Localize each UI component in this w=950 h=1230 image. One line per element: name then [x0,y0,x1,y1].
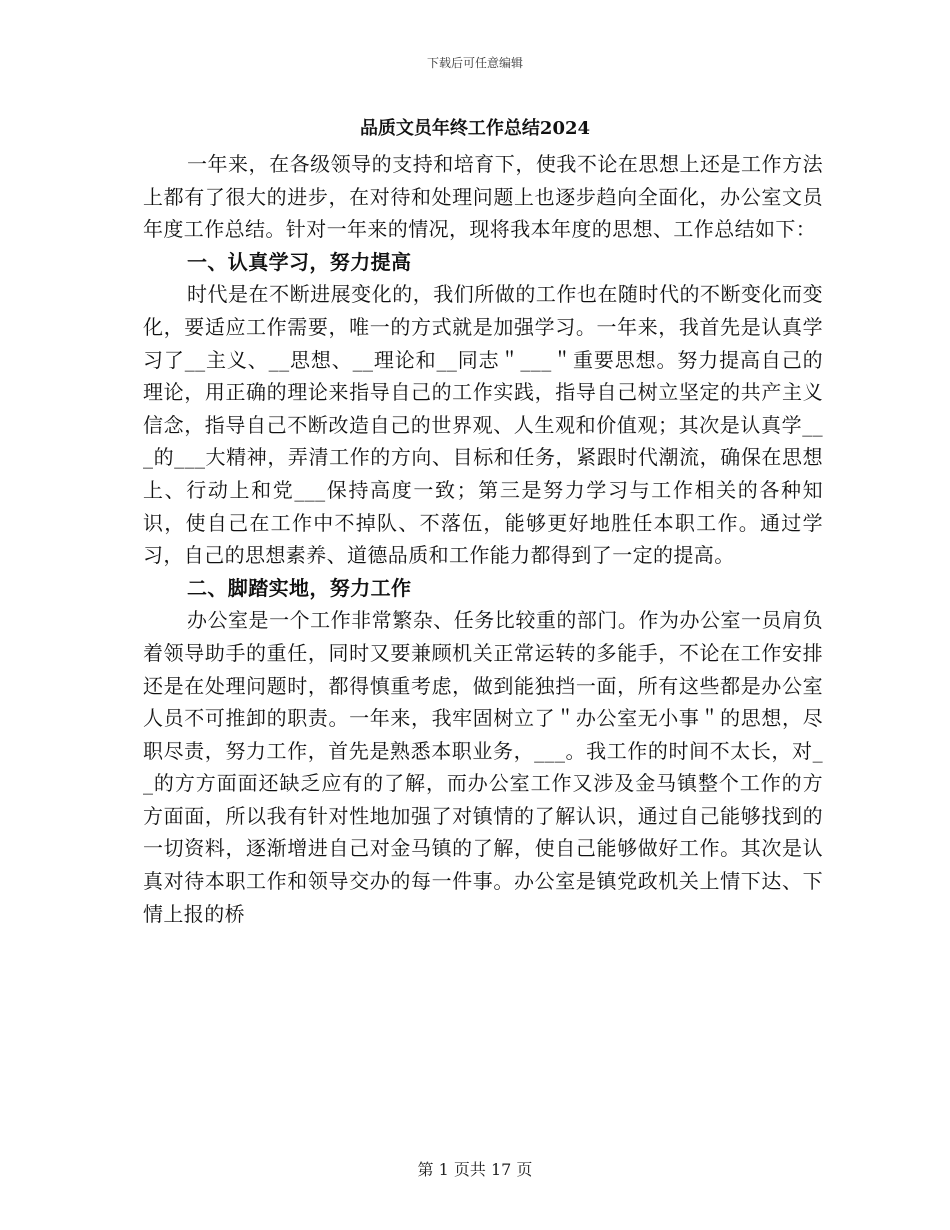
document-title: 品质文员年终工作总结2024 [359,118,591,139]
header-note: 下载后可任意编辑 [426,56,523,70]
page-number-footer: 第 1 页共 17 页 [417,1160,533,1179]
intro-paragraph: 一年来，在各级领导的支持和培育下，使我不论在思想上还是工作方法上都有了很大的进步，在对待和处理问题上也逐步趋向全面化，办公室文员年度工作总结。针对一年来的情况，现将我本年度的思想、工作总结如下： [143,152,823,242]
section-heading-1: 一、认真学习，努力提高 [187,249,412,274]
section-2-paragraph: 办公室是一个工作非常繁杂、任务比较重的部门。作为办公室一员肩负着领导助手的重任，同时又要兼顾机关正常运转的多能手，不论在工作安排还是在处理问题时，都得慎重考虑，做到能独挡一面，所有这些都是办公室人员不可推卸的职责。一年来，我牢固树立了＂办公室无小事＂的思想，尽职尽责，努力工作，首先是熟悉本职业务，___。我工作的时间不太长，对__的方方面面还缺乏应有的了解，而办公室工作又涉及金马镇整个工作的方方面面，所以我有针对性地加强了对镇情的了解认识，通过自己能够找到的一切资料，逐渐增进自己对金马镇的了解，使自己能够做好工作。其次是认真对待本职工作和领导交办的每一件事。办公室是镇党政机关上情下达、下情上报的桥 [143,608,823,926]
section-heading-2: 二、脚踏实地，努力工作 [187,575,412,600]
section-1-paragraph: 时代是在不断进展变化的，我们所做的工作也在随时代的不断变化而变化，要适应工作需要，唯一的方式就是加强学习。一年来，我首先是认真学习了__主义、__思想、__理论和__同志＂___＂重要思想。努力提高自己的理论，用正确的理论来指导自己的工作实践，指导自己树立坚定的共产主义信念，指导自己不断改造自己的世界观、人生观和价值观；其次是认真学___的___大精神，弄清工作的方向、目标和任务，紧跟时代潮流，确保在思想上、行动上和党___保持高度一致；第三是努力学习与工作相关的各种知识，使自己在工作中不掉队、不落伍，能够更好地胜任本职工作。通过学习，自己的思想素养、道德品质和工作能力都得到了一定的提高。 [143,282,823,568]
document-body [143,148,823,930]
